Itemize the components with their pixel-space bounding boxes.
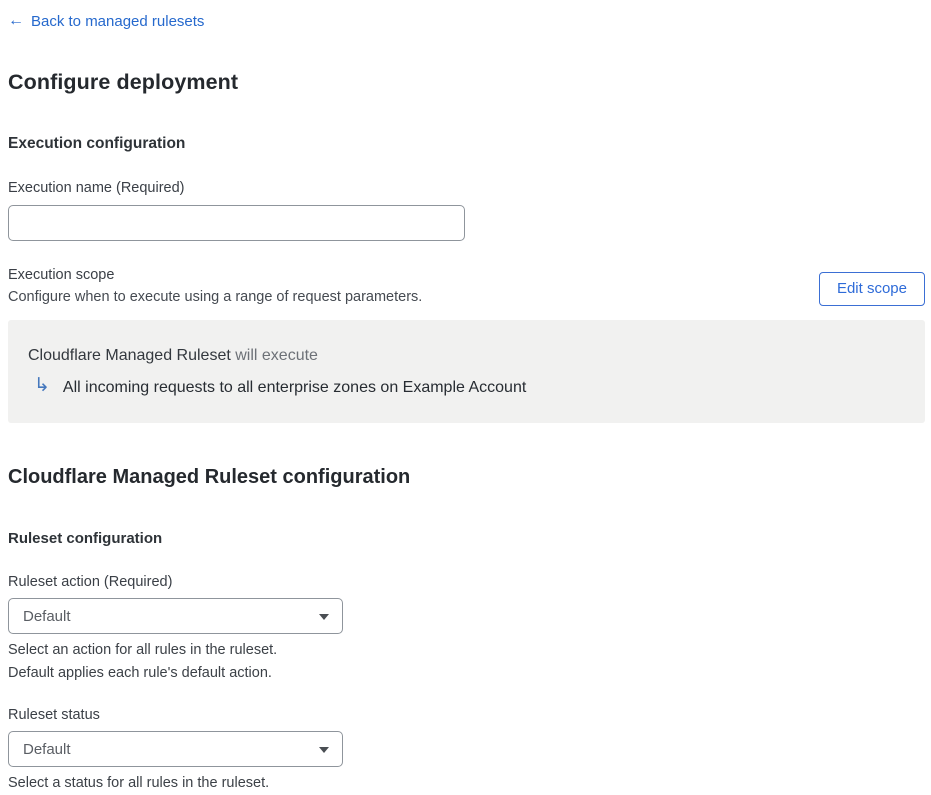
- edit-scope-button[interactable]: Edit scope: [819, 272, 925, 306]
- page-title: Configure deployment: [8, 70, 239, 94]
- scope-summary-headline: [28, 347, 905, 365]
- scope-summary-text: All incoming requests to all enterprise zones on Example Account: [62, 378, 527, 396]
- execution-scope-description: Configure when to execute using a range of request parameters.: [8, 289, 423, 305]
- execution-scope-text-block: [8, 266, 422, 307]
- ruleset-status-selected-value: Default: [23, 740, 71, 758]
- scope-summary-ruleset-name: Cloudflare Managed Ruleset: [28, 347, 231, 364]
- execution-configuration-heading: Execution configuration: [8, 135, 186, 152]
- ruleset-status-select[interactable]: [8, 731, 343, 767]
- ruleset-status-help-line1: Select a status for all rules in the ruleset.: [8, 775, 270, 791]
- back-link-label: Back to managed rulesets: [31, 12, 205, 30]
- chevron-down-icon: [319, 747, 329, 753]
- scope-summary-suffix: will execute: [230, 347, 318, 364]
- execution-name-input[interactable]: [8, 205, 465, 241]
- execution-scope-row: [8, 266, 925, 307]
- ruleset-action-label: Ruleset action (Required): [8, 574, 173, 590]
- back-to-managed-rulesets-link[interactable]: [8, 13, 204, 30]
- ruleset-action-help-line1: Select an action for all rules in the ruleset.: [8, 642, 278, 658]
- ruleset-action-selected-value: Default: [23, 607, 71, 625]
- ruleset-action-help-line2: Default applies each rule's default action.: [8, 665, 272, 681]
- ruleset-action-select[interactable]: [8, 598, 343, 634]
- chevron-down-icon: [319, 614, 329, 620]
- ruleset-status-help: [8, 772, 925, 795]
- back-arrow-icon: ←: [8, 12, 24, 29]
- branch-arrow-icon: ↳: [34, 375, 50, 396]
- execution-scope-label: Execution scope: [8, 267, 115, 283]
- scope-summary-detail-row: [28, 375, 905, 397]
- ruleset-status-label: Ruleset status: [8, 707, 100, 723]
- execution-name-label: Execution name (Required): [8, 180, 185, 196]
- scope-summary-panel: [8, 320, 925, 423]
- ruleset-action-help: [8, 639, 925, 685]
- ruleset-configuration-heading: Ruleset configuration: [8, 530, 163, 547]
- managed-ruleset-configuration-heading: Cloudflare Managed Ruleset configuration: [8, 466, 411, 488]
